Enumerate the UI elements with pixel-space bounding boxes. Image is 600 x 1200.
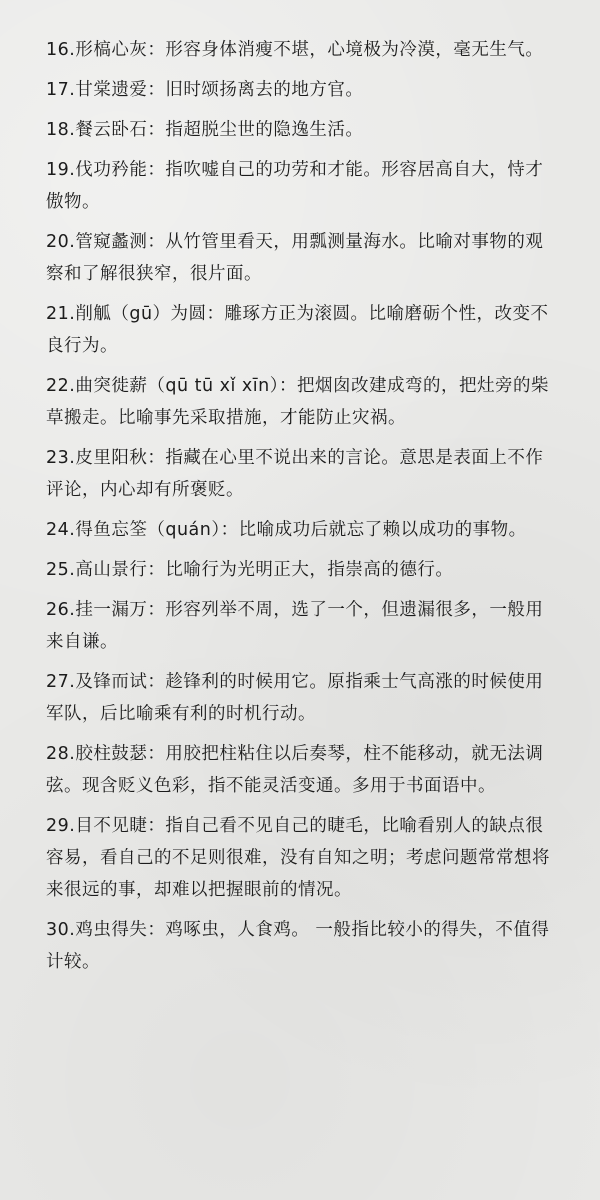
idiom-entry: 29.目不见睫：指自己看不见自己的睫毛，比喻看别人的缺点很容易，看自己的不足则很难，没有自知之明；考虑问题常常想将来很远的事，却难以把握眼前的情况。 — [46, 816, 550, 900]
idiom-entry: 23.皮里阳秋：指藏在心里不说出来的言论。意思是表面上不作评论，内心却有所褒贬。 — [46, 448, 544, 500]
idiom-entry: 22.曲突徙薪（qū tū xǐ xīn）：把烟囱改建成弯的，把灶旁的柴草搬走。比喻事先采取措施，才能防止灾祸。 — [46, 376, 549, 428]
idiom-entry: 21.削觚（gū）为圆：雕琢方正为滚圆。比喻磨砺个性，改变不良行为。 — [46, 304, 549, 356]
idiom-entry: 28.胶柱鼓瑟：用胶把柱粘住以后奏琴，柱不能移动，就无法调弦。现含贬义色彩，指不能灵活变通。多用于书面语中。 — [46, 744, 544, 796]
idiom-entry: 19.伐功矜能：指吹嘘自己的功劳和才能。形容居高自大，恃才傲物。 — [46, 160, 544, 212]
idiom-entry: 26.挂一漏万：形容列举不周，选了一个，但遗漏很多，一般用来自谦。 — [46, 600, 544, 652]
idiom-entry: 20.管窥蠡测：从竹管里看天，用瓢测量海水。比喻对事物的观察和了解很狭窄，很片面。 — [46, 232, 544, 284]
idiom-entry: 30.鸡虫得失：鸡啄虫，人食鸡。 一般指比较小的得失，不值得计较。 — [46, 920, 550, 972]
idiom-entry: 17.甘棠遗爱：旧时颂扬离去的地方官。 — [46, 80, 364, 100]
idiom-entry: 24.得鱼忘筌（quán）：比喻成功后就忘了赖以成功的事物。 — [46, 520, 527, 540]
idiom-entry: 27.及锋而试：趁锋利的时候用它。原指乘士气高涨的时候使用军队，后比喻乘有利的时机行动。 — [46, 672, 544, 724]
idiom-entry: 18.餐云卧石：指超脱尘世的隐逸生活。 — [46, 120, 364, 140]
idiom-entry: 25.高山景行：比喻行为光明正大，指崇高的德行。 — [46, 560, 454, 580]
idiom-entry: 16.形槁心灰：形容身体消瘦不堪，心境极为冷漠，毫无生气。 — [46, 40, 544, 60]
